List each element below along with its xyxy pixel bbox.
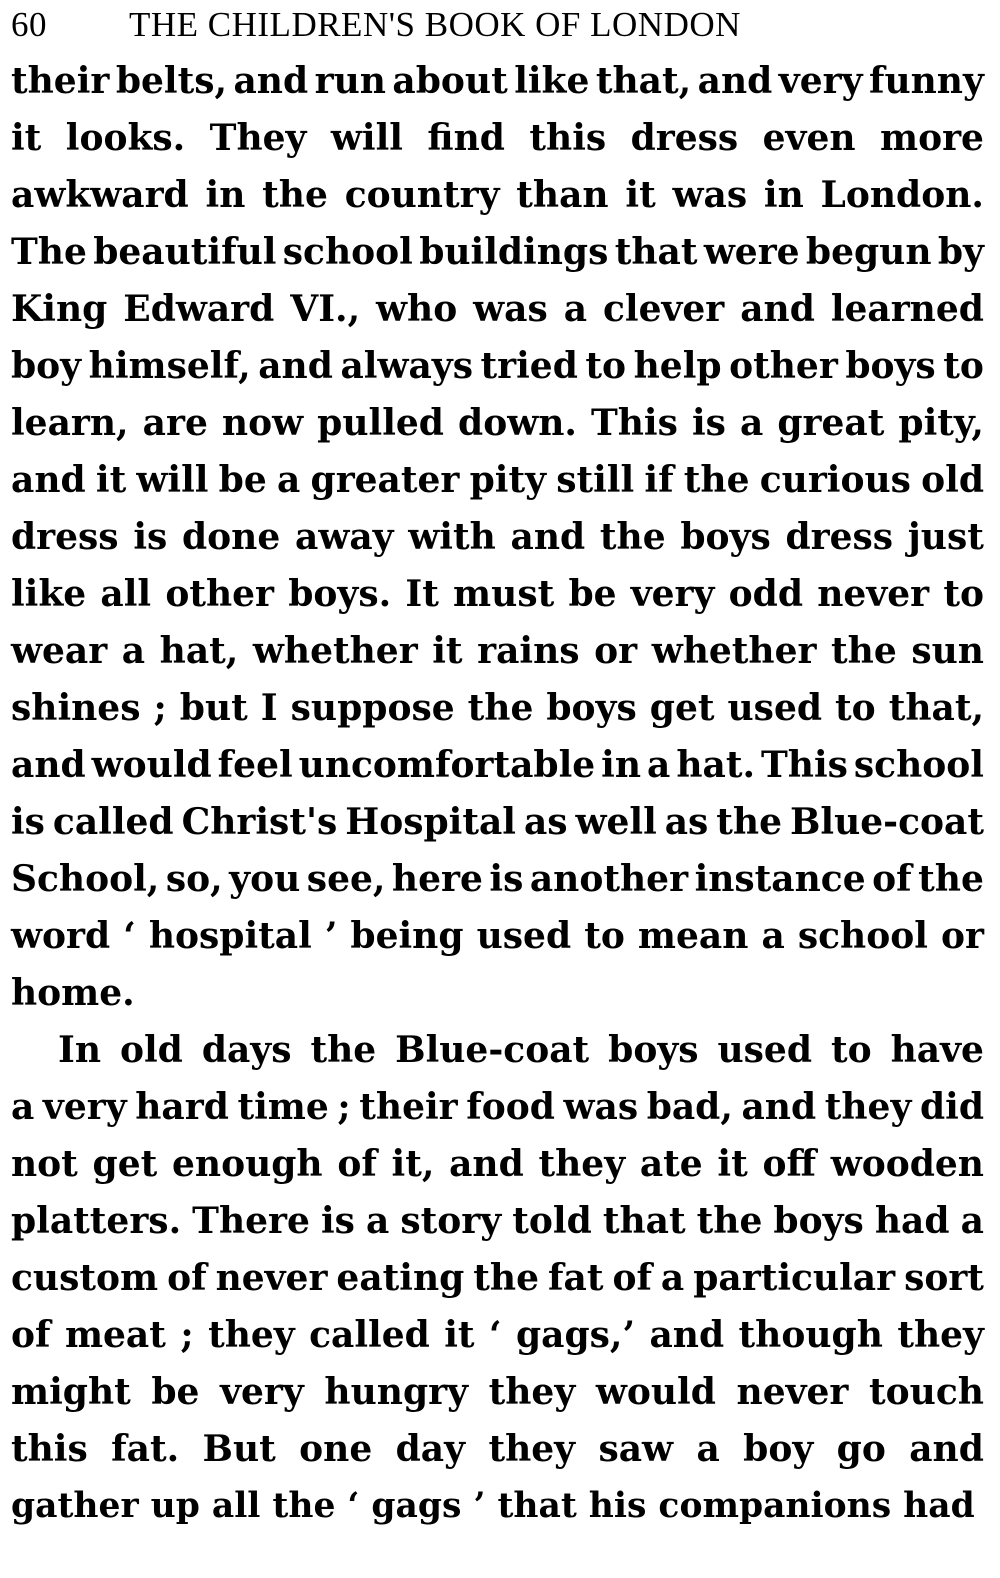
running-head [11, 0, 984, 50]
text-line: learn, are now pulled down. This is a great pity, [11, 402, 984, 444]
text-line: boy himself, and always tried to help other boys to [11, 345, 984, 387]
text-line: might be very hungry they would never touch [11, 1371, 984, 1413]
book-page [11, 0, 984, 1578]
text-line: a very hard time ; their food was bad, and they did [11, 1086, 984, 1128]
text-line: gather up all the ‘ gags ’ that his companions had [11, 1486, 975, 1526]
text-line: like all other boys. It must be very odd never to [11, 573, 984, 615]
text-line: it looks. They will find this dress even more [11, 117, 984, 159]
text-line: platters. There is a story told that the boys had a [11, 1200, 984, 1242]
text-line: and it will be a greater pity still if the curious old [11, 459, 984, 501]
text-line: King Edward VI., who was a clever and learned [11, 288, 984, 330]
text-line: word ‘ hospital ’ being used to mean a school or [11, 915, 984, 957]
paragraph [11, 1022, 984, 1535]
text-line: this fat. But one day they saw a boy go and [11, 1428, 984, 1470]
text-line: The beautiful school buildings that were begun by [11, 231, 984, 273]
text-line: School, so, you see, here is another instance of the [11, 858, 984, 900]
text-line: is called Christ's Hospital as well as the Blue-coat [11, 801, 984, 843]
text-line: their belts, and run about like that, and very funny [11, 60, 984, 102]
text-line: of meat ; they called it ‘ gags,’ and though they [11, 1314, 984, 1356]
text-line: custom of never eating the fat of a particular sort [11, 1257, 984, 1299]
text-line: not get enough of it, and they ate it off wooden [11, 1143, 984, 1185]
text-line: shines ; but I suppose the boys get used to that, [11, 687, 984, 729]
text-line: and would feel uncomfortable in a hat. This school [11, 744, 984, 786]
text-line: dress is done away with and the boys dress just [11, 516, 984, 558]
body-text [11, 53, 984, 1535]
text-line: home. [11, 972, 135, 1014]
text-line: In old days the Blue-coat boys used to have [58, 1029, 984, 1071]
text-line: awkward in the country than it was in London. [11, 174, 984, 216]
text-line: wear a hat, whether it rains or whether the sun [11, 630, 984, 672]
running-title: THE CHILDREN'S BOOK OF LONDON [129, 5, 741, 44]
paragraph [11, 53, 984, 1022]
page-number: 60 [11, 5, 47, 44]
